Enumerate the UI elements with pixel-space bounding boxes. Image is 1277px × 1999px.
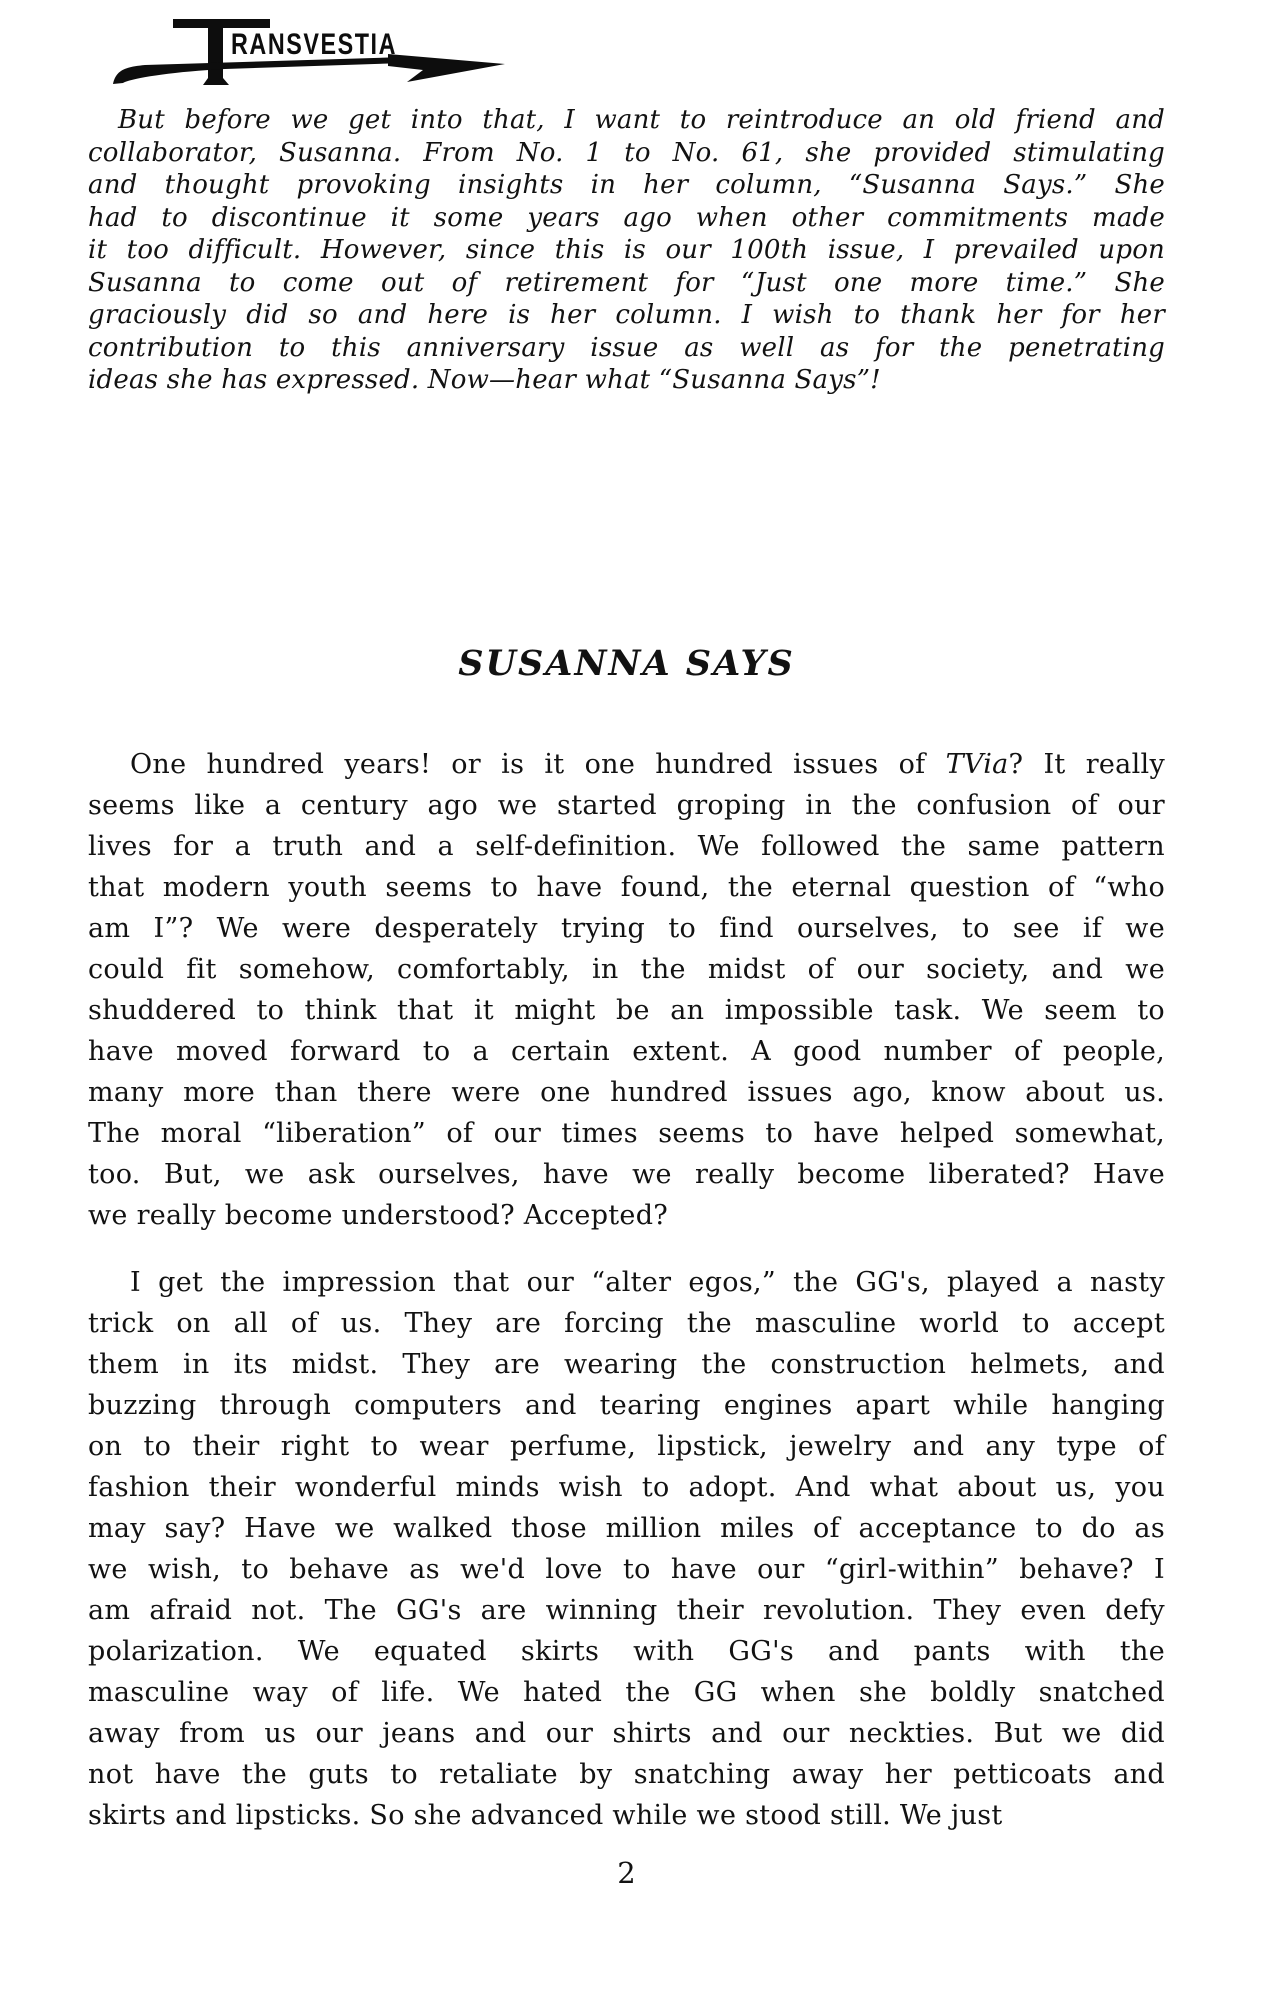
text-line: collaborator, Susanna. From No. 1 to No. 61, she provided stimulating [88,137,1165,168]
text-line: contribution to this anniversary issue as well as for the penetrating [88,332,1165,363]
article-paragraph-1 [88,744,1165,1236]
transvestia-logo-icon [95,8,505,96]
text-segment: One hundred years! or is it one hundred issues of [130,749,946,780]
article-paragraph-2 [88,1262,1165,1836]
text-line: trick on all of us. They are forcing the masculine world to accept [88,1308,1165,1339]
text-line: have moved forward to a certain extent. A good number of people, [88,1036,1165,1067]
text-line: graciously did so and here is her column. I wish to thank her for her [88,300,1165,330]
text-line: I get the impression that our “alter egos,” the GG's, played a nasty [130,1267,1165,1298]
emphasized-text: TVia [945,749,1009,780]
text-line: lives for a truth and a self-definition. We followed the same pattern [88,831,1165,862]
text-line: could fit somehow, comfortably, in the midst of our society, and we [88,954,1165,985]
text-line: we wish, to behave as we'd love to have our “girl-within” behave? I [88,1554,1165,1585]
text-segment: ? It really [1008,749,1166,780]
text-line: ideas she has expressed. Now—hear what “Susanna Says”! [88,365,881,395]
text-line: had to discontinue it some years ago when other commitments made [88,202,1165,233]
masthead-title-text: RANSVESTIA [231,28,397,61]
text-line: not have the guts to retaliate by snatching away her petticoats and [88,1759,1165,1790]
text-line: The moral “liberation” of our times seems to have helped somewhat, [88,1118,1165,1149]
text-line: on to their right to wear perfume, lipstick, jewelry and any type of [88,1431,1165,1462]
text-line: Susanna to come out of retirement for “Just one more time.” She [88,267,1165,298]
text-line: am I”? We were desperately trying to find ourselves, to see if we [88,913,1165,944]
text-line: it too difficult. However, since this is our 100th issue, I prevailed upon [88,235,1165,265]
text-line: that modern youth seems to have found, the eternal question of “who [88,872,1165,903]
intro-paragraph [88,104,1165,397]
text-line: and thought provoking insights in her column, “Susanna Says.” She [88,170,1165,200]
text-line: masculine way of life. We hated the GG when she boldly snatched [88,1677,1165,1708]
text-line: may say? Have we walked those million miles of acceptance to do as [88,1513,1165,1544]
text-line: fashion their wonderful minds wish to adopt. And what about us, you [88,1472,1165,1503]
text-line: too. But, we ask ourselves, have we really become liberated? Have [88,1159,1165,1190]
column-title: SUSANNA SAYS [458,643,795,684]
text-line: seems like a century ago we started groping in the confusion of our [88,790,1165,821]
text-line: many more than there were one hundred issues ago, know about us. [88,1077,1165,1108]
text-line: them in its midst. They are wearing the construction helmets, and [88,1349,1165,1380]
text-line: buzzing through computers and tearing engines apart while hanging [88,1390,1165,1421]
masthead-logo [95,8,505,96]
text-line [88,744,1165,785]
text-line: skirts and lipsticks. So she advanced while we stood still. We just [88,1800,1003,1831]
text-line: away from us our jeans and our shirts and our neckties. But we did [88,1718,1165,1749]
text-line: But before we get into that, I want to reintroduce an old friend and [118,105,1165,135]
text-line: am afraid not. The GG's are winning their revolution. They even defy [88,1595,1165,1626]
page-number: 2 [617,1856,636,1890]
text-line: polarization. We equated skirts with GG's and pants with the [88,1636,1165,1667]
text-line: shuddered to think that it might be an impossible task. We seem to [88,995,1165,1026]
text-line: we really become understood? Accepted? [88,1200,669,1231]
